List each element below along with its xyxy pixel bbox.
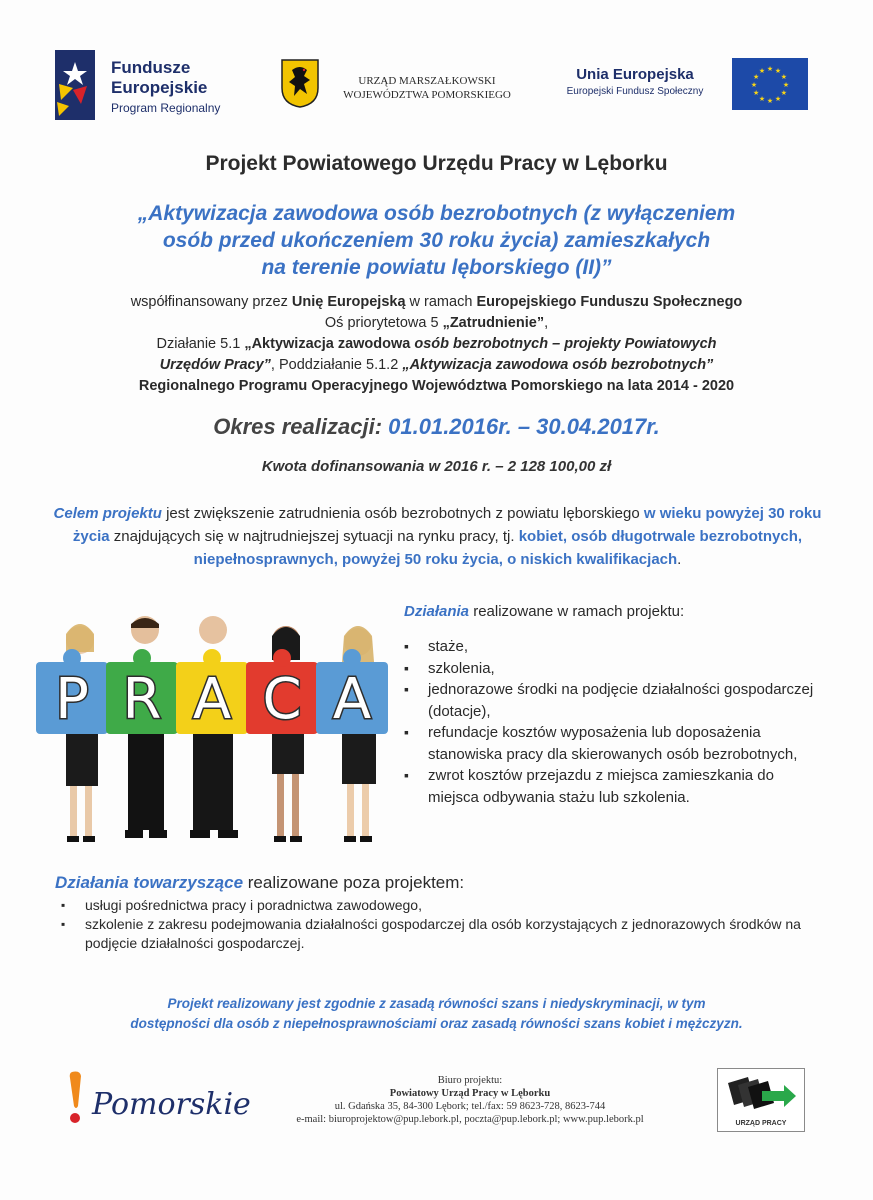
cofin-text: Oś priorytetowa 5 (324, 315, 443, 331)
actions-heading (404, 600, 824, 624)
eu-star-icon: ★ (766, 66, 774, 73)
list-item: ▪ usługi pośrednictwa pracy i poradnictwa zawodowego, (55, 896, 825, 915)
eu-star-icon: ★ (752, 90, 760, 97)
accompanying-heading-em: Działania towarzyszące (55, 873, 244, 892)
fe-stars-icon (55, 50, 95, 120)
actions-heading-rest: realizowane w ramach projektu: (469, 603, 685, 620)
puzzle-knob (203, 649, 221, 667)
page-title: Projekt Powiatowego Urzędu Pracy w Lęborku (205, 152, 668, 175)
eu-line2: Europejski Fundusz Społeczny (566, 86, 704, 97)
pomorskie-logo-text: Pomorskie (92, 1087, 251, 1122)
eu-star-icon: ★ (774, 95, 782, 103)
office-contact: e-mail: biuroprojektow@pup.lebork.pl, poczta@pup.lebork.pl; www.pup.lebork.pl (296, 1114, 644, 1125)
goal-age: w wieku powyżej 30 roku życia (72, 505, 822, 545)
equality-statement (0, 994, 873, 1034)
goal-text: jest zwiększenie zatrudnienia osób bezrobotnych z powiatu lęborskiego (161, 505, 644, 522)
project-name-line2: osób przed ukończeniem 30 roku życia) zamieszkałych (162, 229, 711, 252)
puzzle-letter: P (55, 667, 89, 732)
griffin-crest-icon (280, 58, 320, 108)
accompanying-heading-rest: realizowane poza projektem: (243, 873, 465, 892)
equality-line1: Projekt realizowany jest zgodnie z zasadą równości szans i niedyskryminacji, w tym (167, 996, 706, 1011)
list-item: ▪ staże, (404, 636, 824, 658)
accompanying-actions (55, 872, 825, 953)
cofin-measure-end: Urzędów Pracy” (159, 357, 271, 373)
cofin-text: w ramach (405, 294, 477, 310)
funding-amount: Kwota dofinansowania w 2016 r. – 2 128 100,00 zł (261, 458, 612, 475)
urzad-pracy-logo (717, 1068, 805, 1132)
cofin-text: , (544, 315, 549, 331)
accompanying-list (55, 896, 825, 953)
eu-star-icon: ★ (780, 90, 788, 97)
cofin-efs: Europejskiego Funduszu Społecznego (476, 294, 743, 310)
realization-period (0, 414, 873, 440)
project-goal (50, 502, 825, 571)
eu-star-icon: ★ (774, 68, 782, 76)
marszalkowski-line2: WOJEWÓDZTWA POMORSKIEGO (343, 89, 511, 101)
project-actions (404, 600, 824, 808)
eu-star-icon: ★ (782, 82, 790, 89)
fe-line2: Europejskie (111, 78, 208, 97)
list-item: ▪ refundacje kosztów wyposażenia lub doposażenia stanowiska pracy dla skierowanych osób bezrobotnych, (404, 722, 824, 765)
actions-heading-em: Działania (404, 603, 470, 620)
eu-star-icon: ★ (780, 74, 788, 81)
urzad-marszalkowski-logo (280, 58, 530, 108)
eu-star-icon: ★ (752, 74, 760, 81)
eu-star-icon: ★ (758, 68, 766, 76)
cofin-eu: Unię Europejską (291, 294, 406, 310)
list-item: ▪ jednorazowe środki na podjęcie działalności gospodarczej (dotacje), (404, 679, 824, 722)
fundusze-europejskie-logo (55, 50, 255, 120)
cofin-axis: „Zatrudnienie” (442, 315, 545, 331)
eu-star-icon: ★ (766, 98, 774, 105)
puzzle-letter: R (122, 667, 162, 732)
cofin-text: Działanie 5.1 (156, 336, 245, 352)
list-item: ▪ szkolenia, (404, 658, 824, 680)
project-name (0, 200, 873, 281)
puzzle-knob (63, 649, 81, 667)
fe-line1: Fundusze (111, 58, 191, 77)
goal-text: . (677, 551, 682, 568)
arrow-cards-icon (718, 1069, 804, 1117)
equality-line2: dostępności dla osób z niepełnosprawnościami oraz zasadą równości szans kobiet i mężczyzn. (130, 1016, 743, 1031)
project-name-line3: na terenie powiatu lęborskiego (II)” (261, 256, 612, 279)
urzad-pracy-label: URZĄD PRACY (735, 1120, 787, 1127)
pomorskie-logo (62, 1068, 262, 1128)
office-label: Biuro projektu: (437, 1075, 503, 1086)
office-name: Powiatowy Urząd Pracy w Lęborku (389, 1088, 551, 1099)
cofinancing-info (0, 292, 873, 397)
project-office (270, 1074, 670, 1126)
eu-flag-icon (732, 58, 808, 110)
puzzle-knob (343, 649, 361, 667)
eu-star-icon: ★ (750, 82, 758, 89)
cofin-submeasure: „Aktywizacja zawodowa osób bezrobotnych” (402, 357, 714, 373)
cofin-rpo: Regionalnego Programu Operacyjnego Województwa Pomorskiego na lata 2014 - 2020 (138, 378, 735, 394)
goal-label: Celem projektu (53, 505, 162, 522)
puzzle-letter: A (332, 667, 372, 732)
period-label: Okres realizacji: (213, 414, 389, 439)
puzzle-knob (133, 649, 151, 667)
praca-puzzle-people-image (28, 612, 398, 852)
puzzle-letter: A (192, 667, 232, 732)
actions-list (404, 636, 824, 808)
eu-star-icon: ★ (758, 95, 766, 103)
cofin-text: współfinansowany przez (130, 294, 292, 310)
goal-text: znajdujących się w najtrudniejszej sytuacji na rynku pracy, tj. (109, 528, 519, 545)
cofin-measure: „Aktywizacja zawodowa (244, 336, 415, 352)
project-name-line1: „Aktywizacja zawodowa osób bezrobotnych (z wyłączeniem (137, 202, 736, 225)
unia-europejska-logo (550, 58, 810, 113)
period-dates: 01.01.2016r. – 30.04.2017r. (388, 414, 660, 439)
cofin-text: , Poddziałanie 5.1.2 (270, 357, 403, 373)
goal-groups: kobiet, osób długotrwale bezrobotnych, niepełnosprawnych, powyżej 50 roku życia, o niskich kwalifikacjach (193, 528, 803, 568)
puzzle-knob (273, 649, 291, 667)
list-item: ▪ zwrot kosztów przejazdu z miejsca zamieszkania do miejsca odbywania stażu lub szkolenia. (404, 765, 824, 808)
eu-line1: Unia Europejska (576, 66, 694, 83)
cofin-measure-rest: – projekty Powiatowych (548, 336, 717, 352)
puzzle-pieces (36, 649, 388, 734)
fe-line3: Program Regionalny (111, 101, 221, 115)
list-item: ▪ szkolenie z zakresu podejmowania działalności gospodarczej dla osób korzystających z jednorazowych środków na podjęcie działalności gospodarczej. (55, 915, 825, 953)
office-address: ul. Gdańska 35, 84-300 Lębork; tel./fax: 59 8623-728, 8623-744 (334, 1101, 606, 1112)
puzzle-letter: C (262, 667, 302, 732)
marszalkowski-line1: URZĄD MARSZAŁKOWSKI (358, 75, 496, 87)
accompanying-heading (55, 872, 825, 894)
cofin-measure-italic: osób bezrobotnych (414, 336, 549, 352)
